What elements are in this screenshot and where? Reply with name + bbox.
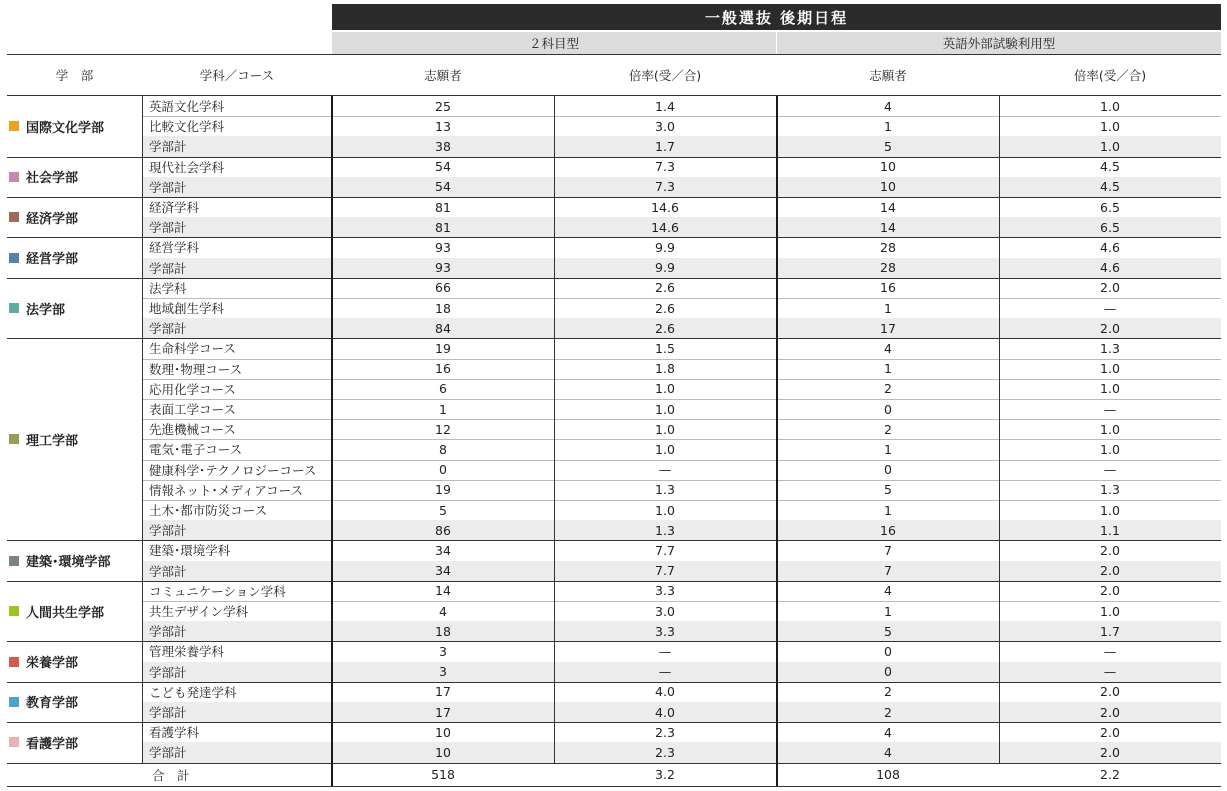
cell-b-app: 4 — [884, 724, 892, 740]
cell-a-app: 66 — [435, 280, 451, 296]
subtotal-cell-dept: 学部計 — [149, 220, 187, 236]
grand-total-b-rate: 2.2 — [1100, 767, 1120, 783]
cell-dept: 数理･物理コース — [149, 361, 243, 377]
cell-b-app: 4 — [884, 98, 892, 114]
faculty-name: 看護学部 — [26, 736, 79, 752]
faculty-label — [7, 96, 142, 157]
cell-a-rate: 1.3 — [655, 482, 675, 498]
cell-b-rate: 2.0 — [1100, 724, 1120, 740]
cell-a-rate: 1.0 — [655, 401, 675, 417]
cell-a-rate: 4.0 — [655, 684, 675, 700]
subtotal-cell-a-rate: 1.3 — [655, 522, 675, 538]
cell-b-app: 7 — [884, 542, 892, 558]
subtotal-cell-dept: 学部計 — [149, 705, 187, 721]
subtotal-cell-a-rate: 2.3 — [655, 744, 675, 760]
subtotal-cell-a-app: 38 — [435, 138, 451, 154]
subtotal-cell-a-app: 81 — [435, 219, 451, 235]
cell-a-rate: 3.0 — [655, 603, 675, 619]
col-a-ratio-header: 倍率(受／合) — [628, 68, 702, 83]
cell-a-app: 18 — [435, 300, 451, 316]
subtotal-cell-b-rate: 2.0 — [1100, 320, 1120, 336]
col-dept-header: 学科／コース — [199, 68, 275, 83]
cell-b-rate: 1.0 — [1100, 98, 1120, 114]
subtotal-cell-a-app: 84 — [435, 320, 451, 336]
faculty-name: 理工学部 — [26, 433, 79, 449]
faculty-label — [7, 722, 142, 762]
cell-b-rate: 2.0 — [1100, 280, 1120, 296]
subheader-two-subject: ２科目型 — [528, 36, 579, 51]
faculty-color-square — [9, 737, 19, 747]
faculty-color-square — [9, 556, 19, 566]
vline-b-mid — [999, 96, 1000, 763]
cell-a-app: 4 — [439, 603, 447, 619]
col-b-ratio-header: 倍率(受／合) — [1073, 68, 1147, 83]
cell-b-app: 1 — [884, 603, 892, 619]
col-a-applicants-header: 志願者 — [424, 68, 462, 83]
cell-dept: 生命科学コース — [149, 341, 236, 357]
cell-dept: 健康科学･テクノロジーコース — [149, 462, 317, 478]
cell-dept: 現代社会学科 — [149, 159, 225, 175]
cell-b-rate: 4.6 — [1100, 239, 1120, 255]
cell-a-app: 25 — [435, 98, 451, 114]
cell-dept: 比較文化学科 — [149, 119, 225, 135]
grand-total-a-app: 518 — [431, 767, 455, 783]
cell-b-rate: — — [1103, 643, 1117, 659]
faculty-label — [7, 682, 142, 722]
cell-dept: 応用化学コース — [149, 381, 236, 397]
cell-dept: 電気･電子コース — [149, 442, 243, 458]
subtotal-cell-b-app: 5 — [884, 138, 892, 154]
cell-dept: 英語文化学科 — [149, 99, 225, 115]
table-bottom-rule — [7, 786, 1221, 787]
subtotal-cell-a-rate: — — [658, 664, 672, 680]
subtotal-cell-b-rate: 2.0 — [1100, 563, 1120, 579]
cell-a-rate: 1.0 — [655, 441, 675, 457]
subtotal-cell-dept: 学部計 — [149, 139, 187, 155]
cell-a-rate: 2.6 — [655, 300, 675, 316]
cell-a-app: 17 — [435, 684, 451, 700]
cell-a-rate: 7.7 — [655, 542, 675, 558]
faculty-color-square — [9, 657, 19, 667]
cell-b-rate: 2.0 — [1100, 542, 1120, 558]
cell-a-rate: 3.3 — [655, 583, 675, 599]
subtotal-cell-b-app: 14 — [880, 219, 896, 235]
cell-b-rate: 1.0 — [1100, 603, 1120, 619]
subtotal-cell-dept: 学部計 — [149, 745, 187, 761]
subtotal-cell-b-app: 28 — [880, 260, 896, 276]
cell-b-rate: 1.0 — [1100, 441, 1120, 457]
faculty-color-square — [9, 253, 19, 263]
cell-a-app: 3 — [439, 643, 447, 659]
cell-dept: 看護学科 — [149, 725, 200, 741]
cell-a-rate: 9.9 — [655, 239, 675, 255]
subtotal-cell-dept: 学部計 — [149, 260, 187, 276]
cell-a-app: 0 — [439, 462, 447, 478]
cell-a-rate: 2.6 — [655, 280, 675, 296]
cell-a-rate: 7.3 — [655, 159, 675, 175]
cell-a-app: 54 — [435, 159, 451, 175]
cell-a-rate: 1.4 — [655, 98, 675, 114]
subtotal-cell-b-rate: — — [1103, 664, 1117, 680]
subtotal-cell-b-app: 16 — [880, 522, 896, 538]
cell-a-rate: 1.5 — [655, 340, 675, 356]
cell-b-app: 10 — [880, 159, 896, 175]
subtotal-cell-a-rate: 14.6 — [651, 219, 679, 235]
subtotal-cell-b-rate: 1.0 — [1100, 138, 1120, 154]
cell-a-rate: 14.6 — [651, 199, 679, 215]
cell-b-app: 1 — [884, 502, 892, 518]
cell-b-app: 28 — [880, 239, 896, 255]
cell-b-rate: 4.5 — [1100, 159, 1120, 175]
cell-a-rate: 3.0 — [655, 118, 675, 134]
subtotal-cell-dept: 学部計 — [149, 664, 187, 680]
faculty-label — [7, 581, 142, 642]
cell-dept: 土木･都市防災コース — [149, 503, 268, 519]
cell-b-app: 0 — [884, 462, 892, 478]
subtotal-cell-b-rate: 1.1 — [1100, 522, 1120, 538]
faculty-name: 人間共生学部 — [26, 605, 105, 621]
cell-dept: 法学科 — [149, 280, 187, 296]
subtotal-cell-a-app: 10 — [435, 744, 451, 760]
subtotal-cell-a-app: 54 — [435, 179, 451, 195]
subtotal-cell-a-app: 17 — [435, 704, 451, 720]
faculty-name: 法学部 — [26, 302, 66, 318]
cell-a-app: 8 — [439, 441, 447, 457]
cell-a-app: 16 — [435, 361, 451, 377]
cell-b-rate: 2.0 — [1100, 583, 1120, 599]
subtotal-cell-b-rate: 2.0 — [1100, 704, 1120, 720]
subtotal-cell-a-rate: 7.7 — [655, 563, 675, 579]
subtotal-cell-b-rate: 4.5 — [1100, 179, 1120, 195]
faculty-label — [7, 338, 142, 540]
cell-b-rate: 1.3 — [1100, 482, 1120, 498]
cell-b-app: 1 — [884, 300, 892, 316]
grand-total-label: 合 計 — [152, 767, 190, 783]
cell-b-app: 14 — [880, 199, 896, 215]
subtotal-cell-a-rate: 2.6 — [655, 320, 675, 336]
subheader-english-external: 英語外部試験利用型 — [942, 36, 1056, 51]
faculty-color-square — [9, 303, 19, 313]
cell-b-rate: — — [1103, 462, 1117, 478]
faculty-label — [7, 237, 142, 277]
cell-a-rate: — — [658, 643, 672, 659]
cell-a-rate: 1.0 — [655, 502, 675, 518]
faculty-color-square — [9, 434, 19, 444]
cell-dept: 情報ネット･メディアコース — [149, 482, 304, 498]
cell-b-app: 1 — [884, 361, 892, 377]
subtotal-cell-b-app: 17 — [880, 320, 896, 336]
faculty-label — [7, 197, 142, 237]
cell-b-app: 5 — [884, 482, 892, 498]
subtotal-cell-a-rate: 4.0 — [655, 704, 675, 720]
cell-b-app: 1 — [884, 441, 892, 457]
faculty-label — [7, 540, 142, 580]
faculty-name: 栄養学部 — [26, 656, 79, 672]
cell-a-app: 34 — [435, 542, 451, 558]
subtotal-cell-b-rate: 6.5 — [1100, 219, 1120, 235]
subtotal-cell-b-rate: 1.7 — [1100, 623, 1120, 639]
vline-b-start — [776, 96, 778, 786]
cell-dept: 経済学科 — [149, 200, 200, 216]
subtotal-cell-b-app: 7 — [884, 563, 892, 579]
cell-b-rate: 1.3 — [1100, 340, 1120, 356]
subtotal-cell-b-rate: 4.6 — [1100, 260, 1120, 276]
cell-a-rate: — — [658, 462, 672, 478]
faculty-label — [7, 641, 142, 681]
cell-b-rate: 1.0 — [1100, 118, 1120, 134]
cell-a-app: 93 — [435, 239, 451, 255]
vline-a-mid — [554, 96, 555, 763]
cell-b-rate: — — [1103, 300, 1117, 316]
col-b-applicants-header: 志願者 — [869, 68, 907, 83]
vline-dept — [142, 96, 143, 763]
faculty-color-square — [9, 121, 19, 131]
faculty-color-square — [9, 606, 19, 616]
cell-b-app: 2 — [884, 421, 892, 437]
cell-a-app: 13 — [435, 118, 451, 134]
faculty-label — [7, 278, 142, 339]
subtotal-cell-b-app: 0 — [884, 664, 892, 680]
faculty-name: 国際文化学部 — [26, 120, 105, 136]
cell-dept: こども発達学科 — [149, 684, 237, 700]
faculty-color-square — [9, 697, 19, 707]
subheader-divider — [776, 32, 777, 54]
cell-dept: 地域創生学科 — [149, 301, 225, 317]
cell-b-rate: 6.5 — [1100, 199, 1120, 215]
cell-b-app: 16 — [880, 280, 896, 296]
faculty-name: 経済学部 — [26, 211, 79, 227]
faculty-label — [7, 157, 142, 197]
cell-dept: 表面工学コース — [149, 402, 236, 418]
subtotal-cell-dept: 学部計 — [149, 179, 187, 195]
cell-a-app: 19 — [435, 482, 451, 498]
subtotal-cell-a-app: 86 — [435, 522, 451, 538]
subtotal-cell-dept: 学部計 — [149, 321, 187, 337]
cell-b-app: 2 — [884, 381, 892, 397]
subtotal-cell-a-app: 93 — [435, 260, 451, 276]
subtotal-cell-a-app: 18 — [435, 623, 451, 639]
cell-a-app: 14 — [435, 583, 451, 599]
subtotal-cell-a-rate: 9.9 — [655, 260, 675, 276]
table-title: 一般選抜 後期日程 — [704, 8, 849, 27]
cell-b-app: 4 — [884, 340, 892, 356]
cell-a-rate: 1.8 — [655, 361, 675, 377]
cell-b-rate: 2.0 — [1100, 684, 1120, 700]
grand-total-b-app: 108 — [876, 767, 900, 783]
subtotal-cell-b-rate: 2.0 — [1100, 744, 1120, 760]
cell-b-app: 1 — [884, 118, 892, 134]
cell-a-app: 6 — [439, 381, 447, 397]
subtotal-cell-b-app: 2 — [884, 704, 892, 720]
cell-b-app: 2 — [884, 684, 892, 700]
cell-b-app: 0 — [884, 401, 892, 417]
subtotal-cell-a-rate: 3.3 — [655, 623, 675, 639]
cell-a-app: 81 — [435, 199, 451, 215]
cell-b-app: 4 — [884, 583, 892, 599]
faculty-name: 建築･環境学部 — [26, 555, 111, 571]
subtotal-cell-a-app: 3 — [439, 664, 447, 680]
subtotal-cell-b-app: 5 — [884, 623, 892, 639]
cell-a-app: 5 — [439, 502, 447, 518]
cell-a-app: 1 — [439, 401, 447, 417]
subtotal-cell-a-rate: 7.3 — [655, 179, 675, 195]
cell-dept: 管理栄養学科 — [149, 644, 225, 660]
subtotal-cell-dept: 学部計 — [149, 523, 187, 539]
cell-dept: 先進機械コース — [149, 422, 236, 438]
cell-a-app: 19 — [435, 340, 451, 356]
faculty-color-square — [9, 212, 19, 222]
subtotal-cell-a-app: 34 — [435, 563, 451, 579]
cell-a-app: 12 — [435, 421, 451, 437]
vline-a-start — [331, 96, 333, 786]
cell-b-rate: 1.0 — [1100, 502, 1120, 518]
col-faculty-header: 学 部 — [55, 68, 94, 83]
subtotal-cell-dept: 学部計 — [149, 624, 187, 640]
cell-b-app: 0 — [884, 643, 892, 659]
faculty-name: 教育学部 — [26, 696, 79, 712]
faculty-name: 経営学部 — [26, 252, 79, 268]
subtotal-cell-dept: 学部計 — [149, 563, 187, 579]
cell-a-app: 10 — [435, 724, 451, 740]
cell-dept: 建築･環境学科 — [149, 543, 231, 559]
cell-b-rate: 1.0 — [1100, 381, 1120, 397]
faculty-name: 社会学部 — [26, 171, 79, 187]
subtotal-cell-b-app: 10 — [880, 179, 896, 195]
cell-dept: 共生デザイン学科 — [149, 604, 249, 620]
cell-b-rate: — — [1103, 401, 1117, 417]
cell-dept: 経営学科 — [149, 240, 200, 256]
cell-b-rate: 1.0 — [1100, 421, 1120, 437]
faculty-color-square — [9, 172, 19, 182]
cell-dept: コミュニケーション学科 — [149, 583, 286, 599]
cell-b-rate: 1.0 — [1100, 361, 1120, 377]
subtotal-cell-a-rate: 1.7 — [655, 138, 675, 154]
cell-a-rate: 1.0 — [655, 421, 675, 437]
grand-total-a-rate: 3.2 — [655, 767, 675, 783]
subtotal-cell-b-app: 4 — [884, 744, 892, 760]
cell-a-rate: 2.3 — [655, 724, 675, 740]
cell-a-rate: 1.0 — [655, 381, 675, 397]
